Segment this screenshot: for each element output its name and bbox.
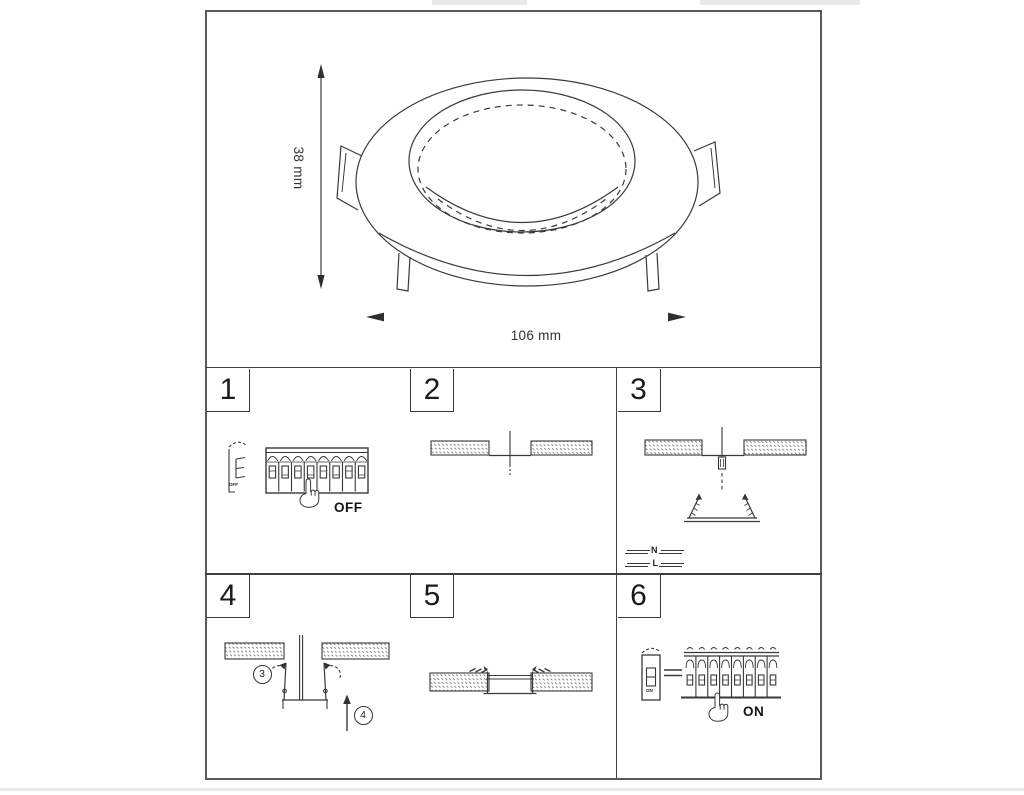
step-number-6 — [618, 575, 661, 618]
mains-wire — [300, 635, 303, 700]
step-number-3 — [618, 369, 661, 412]
lamp-rim-dashed — [418, 105, 626, 233]
trim-ring-bottom-rim — [379, 233, 675, 276]
step1-off-label: OFF — [334, 500, 363, 515]
equals-connector — [664, 670, 682, 676]
step6-side-on-label: ON — [646, 688, 653, 693]
step-number-1 — [207, 369, 250, 412]
step-number-5 — [410, 575, 454, 618]
ceiling-section-right — [744, 440, 806, 455]
step-number-1-text: 1 — [219, 372, 237, 406]
step-number-2 — [410, 369, 454, 412]
push-callout-text: 4 — [360, 709, 366, 721]
bottom-tab-left — [397, 253, 410, 291]
product-drawing — [317, 64, 720, 321]
ceiling-section-right — [322, 643, 389, 659]
step6-on-label: ON — [743, 704, 765, 719]
breaker-panel-front — [266, 448, 368, 493]
step-number-5-text: 5 — [423, 579, 441, 612]
breaker-panel-front — [681, 648, 781, 698]
ceiling-section-left — [645, 440, 702, 455]
downlight-cross-section — [684, 494, 760, 522]
ceiling-section-right — [531, 441, 592, 455]
up-arrow-icon — [343, 695, 351, 732]
wire-connector — [719, 457, 726, 469]
ceiling-section-left — [430, 673, 489, 691]
height-dimension-label: 38 mm — [291, 146, 307, 190]
step-number-3-text: 3 — [630, 372, 647, 406]
width-dimension-label: 106 mm — [510, 328, 562, 343]
rotate-arrow-icon — [270, 663, 341, 679]
step-number-6-text: 6 — [630, 579, 647, 612]
width-dimension-arrows — [366, 313, 686, 322]
step1-side-off-label: OFF — [229, 482, 238, 487]
rotate-callout-badge — [253, 665, 272, 684]
step-number-4 — [207, 575, 250, 618]
step-number-4-text: 4 — [219, 579, 237, 612]
live-wire-label: L — [652, 558, 658, 568]
rotate-callout-text: 3 — [259, 668, 265, 680]
step5-illustration — [430, 666, 592, 694]
ceiling-section-left — [431, 441, 489, 455]
ceiling-section-right — [531, 673, 592, 691]
ceiling-section-left — [225, 643, 284, 659]
trim-ring-opening — [409, 90, 635, 232]
step-number-2-text: 2 — [423, 372, 441, 406]
trim-ring-outer — [356, 78, 698, 286]
push-callout-badge — [354, 706, 373, 725]
step1-illustration — [229, 442, 368, 507]
downlight-clips-folded — [282, 663, 328, 709]
bottom-tab-right — [646, 253, 659, 291]
step2-illustration — [431, 431, 592, 475]
neutral-wire-label: N — [651, 545, 658, 555]
lamp-face-arc-dashed — [438, 199, 606, 231]
